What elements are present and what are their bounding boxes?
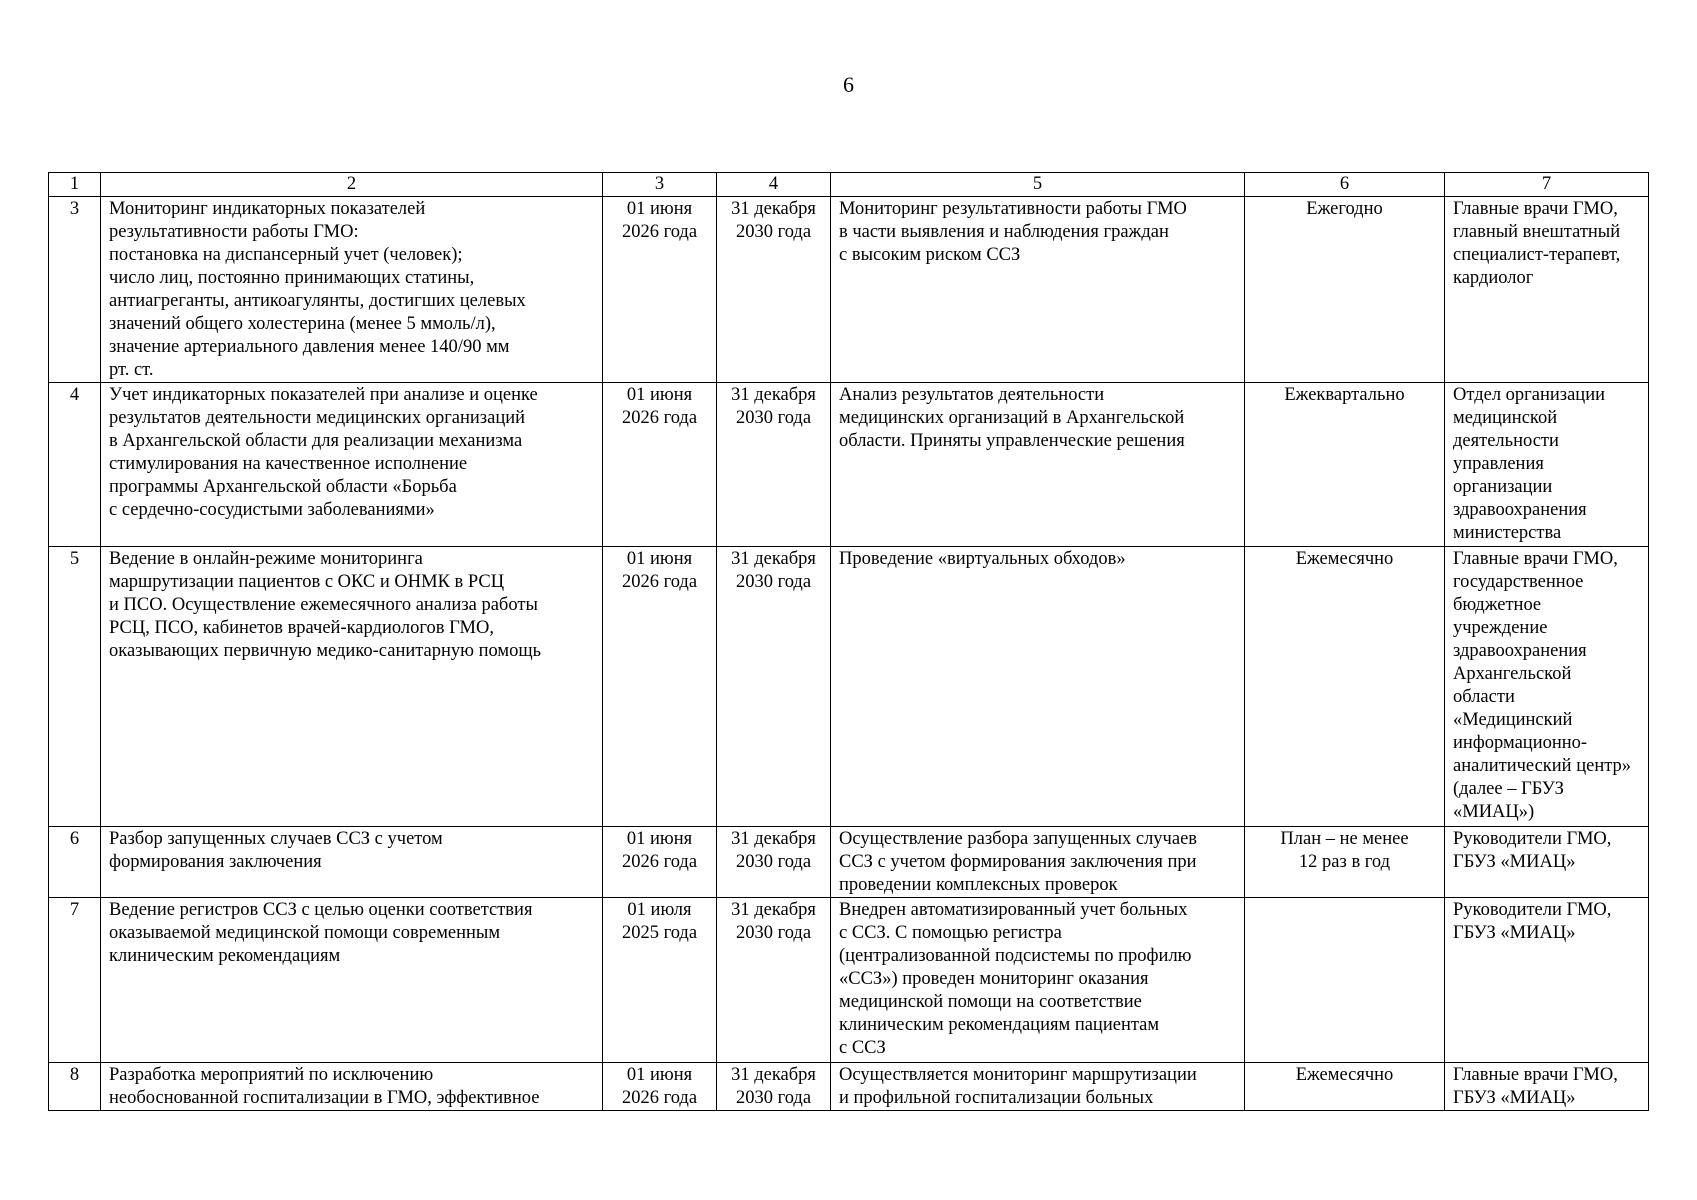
column-header: 5 (831, 173, 1245, 197)
responsible-cell: Руководители ГМО, ГБУЗ «МИАЦ» (1445, 898, 1649, 1063)
table-row (49, 898, 1649, 1063)
row-number-cell: 7 (49, 898, 101, 1063)
row-number-cell: 3 (49, 197, 101, 383)
column-header: 7 (1445, 173, 1649, 197)
end-date-cell: 31 декабря 2030 года (717, 383, 831, 547)
frequency-cell: Ежемесячно (1245, 1063, 1445, 1111)
result-cell: Проведение «виртуальных обходов» (831, 547, 1245, 827)
result-cell: Осуществляется мониторинг маршрутизации и профильной госпитализации больных (831, 1063, 1245, 1111)
row-number-cell: 8 (49, 1063, 101, 1111)
column-header: 1 (49, 173, 101, 197)
start-date-cell: 01 июня 2026 года (603, 1063, 717, 1111)
activity-cell: Мониторинг индикаторных показателей результативности работы ГМО: постановка на диспансерный учет (человек); число лиц, постоянно принимающих статины, антиагреганты, антикоагулянты, достигших целевых значений общего холестерина (менее 5 ммоль/л), значение артериального давления менее 140/90 мм рт. ст. (101, 197, 603, 383)
responsible-cell: Отдел организации медицинской деятельности управления организации здравоохранения министерства (1445, 383, 1649, 547)
end-date-cell: 31 декабря 2030 года (717, 547, 831, 827)
activity-cell: Ведение регистров ССЗ с целью оценки соответствия оказываемой медицинской помощи современным клиническим рекомендациям (101, 898, 603, 1063)
result-cell: Внедрен автоматизированный учет больных с ССЗ. С помощью регистра (централизованной подсистемы по профилю «ССЗ») проведен мониторинг оказания медицинской помощи на соответствие клиническим рекомендациям пациентам с ССЗ (831, 898, 1245, 1063)
table-row (49, 197, 1649, 383)
start-date-cell: 01 июля 2025 года (603, 898, 717, 1063)
frequency-cell: План – не менее 12 раз в год (1245, 827, 1445, 898)
responsible-cell: Руководители ГМО, ГБУЗ «МИАЦ» (1445, 827, 1649, 898)
frequency-cell: Ежегодно (1245, 197, 1445, 383)
row-number-cell: 4 (49, 383, 101, 547)
page-number: 6 (843, 72, 854, 97)
activity-cell: Разработка мероприятий по исключению необоснованной госпитализации в ГМО, эффективное (101, 1063, 603, 1111)
column-header: 6 (1245, 173, 1445, 197)
start-date-cell: 01 июня 2026 года (603, 197, 717, 383)
column-header: 4 (717, 173, 831, 197)
end-date-cell: 31 декабря 2030 года (717, 898, 831, 1063)
column-number-row (49, 173, 1649, 197)
frequency-cell: Ежемесячно (1245, 547, 1445, 827)
row-number-cell: 5 (49, 547, 101, 827)
table-row (49, 827, 1649, 898)
activity-cell: Разбор запущенных случаев ССЗ с учетом формирования заключения (101, 827, 603, 898)
column-header: 2 (101, 173, 603, 197)
responsible-cell: Главные врачи ГМО, ГБУЗ «МИАЦ» (1445, 1063, 1649, 1111)
responsible-cell: Главные врачи ГМО, государственное бюджетное учреждение здравоохранения Архангельской области «Медицинский информационно- аналитический центр» (далее – ГБУЗ «МИАЦ») (1445, 547, 1649, 827)
result-cell: Осуществление разбора запущенных случаев ССЗ с учетом формирования заключения при проведении комплексных проверок (831, 827, 1245, 898)
end-date-cell: 31 декабря 2030 года (717, 197, 831, 383)
row-number-cell: 6 (49, 827, 101, 898)
frequency-cell (1245, 898, 1445, 1063)
activity-cell: Учет индикаторных показателей при анализе и оценке результатов деятельности медицинских организаций в Архангельской области для реализации механизма стимулирования на качественное исполнение программы Архангельской области «Борьба с сердечно-сосудистыми заболеваниями» (101, 383, 603, 547)
result-cell: Анализ результатов деятельности медицинских организаций в Архангельской области. Приняты управленческие решения (831, 383, 1245, 547)
start-date-cell: 01 июня 2026 года (603, 827, 717, 898)
end-date-cell: 31 декабря 2030 года (717, 1063, 831, 1111)
table-row (49, 547, 1649, 827)
end-date-cell: 31 декабря 2030 года (717, 827, 831, 898)
activities-table (48, 172, 1649, 1111)
table-row (49, 1063, 1649, 1111)
activity-cell: Ведение в онлайн-режиме мониторинга маршрутизации пациентов с ОКС и ОНМК в РСЦ и ПСО. Осуществление ежемесячного анализа работы РСЦ, ПСО, кабинетов врачей-кардиологов ГМО, оказывающих первичную медико-санитарную помощь (101, 547, 603, 827)
start-date-cell: 01 июня 2026 года (603, 383, 717, 547)
table-row (49, 383, 1649, 547)
start-date-cell: 01 июня 2026 года (603, 547, 717, 827)
result-cell: Мониторинг результативности работы ГМО в части выявления и наблюдения граждан с высоким риском ССЗ (831, 197, 1245, 383)
responsible-cell: Главные врачи ГМО, главный внештатный специалист-терапевт, кардиолог (1445, 197, 1649, 383)
frequency-cell: Ежеквартально (1245, 383, 1445, 547)
column-header: 3 (603, 173, 717, 197)
